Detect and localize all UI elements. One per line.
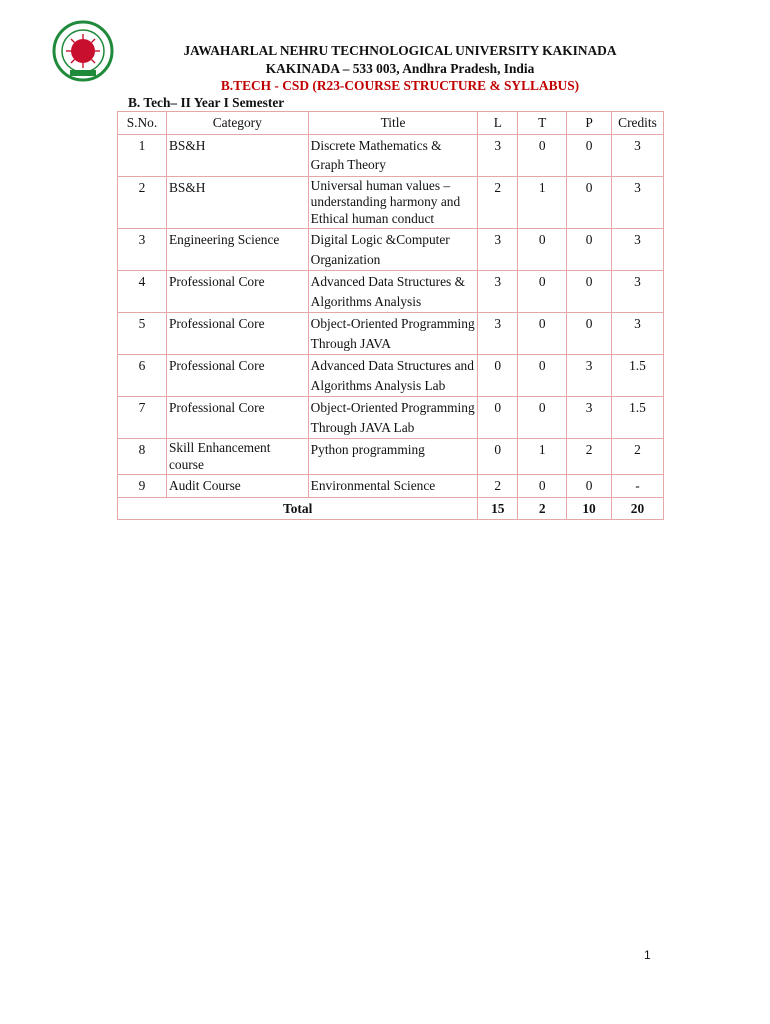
table-row bbox=[118, 475, 664, 498]
total-credits: 20 bbox=[611, 497, 663, 520]
cell-title: Advanced Data Structures and Algorithms Analysis Lab bbox=[308, 355, 478, 397]
table-total-row bbox=[118, 497, 664, 520]
table-header-row bbox=[118, 112, 664, 135]
cell-p: 0 bbox=[567, 176, 612, 229]
cell-p: 0 bbox=[567, 134, 612, 176]
cell-p: 0 bbox=[567, 475, 612, 498]
total-t: 2 bbox=[518, 497, 567, 520]
table-row bbox=[118, 313, 664, 355]
program-title: B.TECH - CSD (R23-COURSE STRUCTURE & SYLLABUS) bbox=[220, 78, 580, 93]
cell-t: 1 bbox=[518, 439, 567, 475]
cell-sno: 6 bbox=[118, 355, 167, 397]
cell-title: Object-Oriented Programming Through JAVA bbox=[308, 313, 478, 355]
cell-t: 1 bbox=[518, 176, 567, 229]
university-logo-icon bbox=[52, 20, 114, 82]
cell-credits: 1.5 bbox=[611, 397, 663, 439]
cell-p: 0 bbox=[567, 229, 612, 271]
cell-category: Skill Enhancement course bbox=[166, 439, 308, 475]
cell-category: Professional Core bbox=[166, 355, 308, 397]
header-t: T bbox=[518, 112, 567, 135]
cell-t: 0 bbox=[518, 355, 567, 397]
total-label: Total bbox=[118, 497, 478, 520]
cell-credits: 3 bbox=[611, 134, 663, 176]
table-row bbox=[118, 176, 664, 229]
university-address: KAKINADA – 533 003, Andhra Pradesh, India bbox=[265, 60, 535, 76]
cell-title: Python programming bbox=[308, 439, 478, 475]
cell-l: 0 bbox=[478, 439, 518, 475]
cell-sno: 5 bbox=[118, 313, 167, 355]
cell-p: 0 bbox=[567, 271, 612, 313]
cell-t: 0 bbox=[518, 313, 567, 355]
cell-title: Universal human values – understanding harmony and Ethical human conduct bbox=[308, 176, 478, 229]
cell-l: 2 bbox=[478, 176, 518, 229]
university-name: JAWAHARLAL NEHRU TECHNOLOGICAL UNIVERSITY KAKINADA bbox=[183, 43, 617, 58]
header-l: L bbox=[478, 112, 518, 135]
cell-title: Digital Logic &Computer Organization bbox=[308, 229, 478, 271]
cell-t: 0 bbox=[518, 271, 567, 313]
cell-sno: 9 bbox=[118, 475, 167, 498]
cell-l: 3 bbox=[478, 313, 518, 355]
table-row bbox=[118, 439, 664, 475]
table-row bbox=[118, 397, 664, 439]
cell-p: 3 bbox=[567, 397, 612, 439]
cell-l: 3 bbox=[478, 271, 518, 313]
cell-title: Object-Oriented Programming Through JAVA Lab bbox=[308, 397, 478, 439]
cell-l: 0 bbox=[478, 397, 518, 439]
cell-credits: - bbox=[611, 475, 663, 498]
cell-l: 2 bbox=[478, 475, 518, 498]
cell-t: 0 bbox=[518, 475, 567, 498]
header-sno: S.No. bbox=[118, 112, 167, 135]
cell-credits: 2 bbox=[611, 439, 663, 475]
cell-category: Professional Core bbox=[166, 397, 308, 439]
table-row bbox=[118, 271, 664, 313]
cell-sno: 2 bbox=[118, 176, 167, 229]
page-number: 1 bbox=[644, 948, 651, 962]
cell-title: Advanced Data Structures & Algorithms Analysis bbox=[308, 271, 478, 313]
cell-category: BS&H bbox=[166, 134, 308, 176]
header-p: P bbox=[567, 112, 612, 135]
cell-p: 2 bbox=[567, 439, 612, 475]
cell-sno: 4 bbox=[118, 271, 167, 313]
table-row bbox=[118, 229, 664, 271]
cell-title: Environmental Science bbox=[308, 475, 478, 498]
cell-category: Professional Core bbox=[166, 313, 308, 355]
cell-p: 3 bbox=[567, 355, 612, 397]
cell-category: Audit Course bbox=[166, 475, 308, 498]
cell-t: 0 bbox=[518, 229, 567, 271]
cell-sno: 1 bbox=[118, 134, 167, 176]
cell-l: 3 bbox=[478, 134, 518, 176]
cell-t: 0 bbox=[518, 134, 567, 176]
cell-sno: 3 bbox=[118, 229, 167, 271]
cell-title: Discrete Mathematics & Graph Theory bbox=[308, 134, 478, 176]
header-title: Title bbox=[308, 112, 478, 135]
total-p: 10 bbox=[567, 497, 612, 520]
table-row bbox=[118, 355, 664, 397]
semester-heading: B. Tech– II Year I Semester bbox=[128, 95, 285, 110]
table-row bbox=[118, 134, 664, 176]
total-l: 15 bbox=[478, 497, 518, 520]
cell-credits: 1.5 bbox=[611, 355, 663, 397]
cell-sno: 8 bbox=[118, 439, 167, 475]
cell-l: 0 bbox=[478, 355, 518, 397]
cell-t: 0 bbox=[518, 397, 567, 439]
cell-category: BS&H bbox=[166, 176, 308, 229]
document-header bbox=[120, 42, 680, 95]
cell-credits: 3 bbox=[611, 313, 663, 355]
cell-category: Professional Core bbox=[166, 271, 308, 313]
cell-category: Engineering Science bbox=[166, 229, 308, 271]
header-category: Category bbox=[166, 112, 308, 135]
cell-p: 0 bbox=[567, 313, 612, 355]
cell-credits: 3 bbox=[611, 176, 663, 229]
cell-l: 3 bbox=[478, 229, 518, 271]
cell-credits: 3 bbox=[611, 271, 663, 313]
header-credits: Credits bbox=[611, 112, 663, 135]
cell-credits: 3 bbox=[611, 229, 663, 271]
cell-sno: 7 bbox=[118, 397, 167, 439]
course-structure-table bbox=[117, 111, 664, 520]
